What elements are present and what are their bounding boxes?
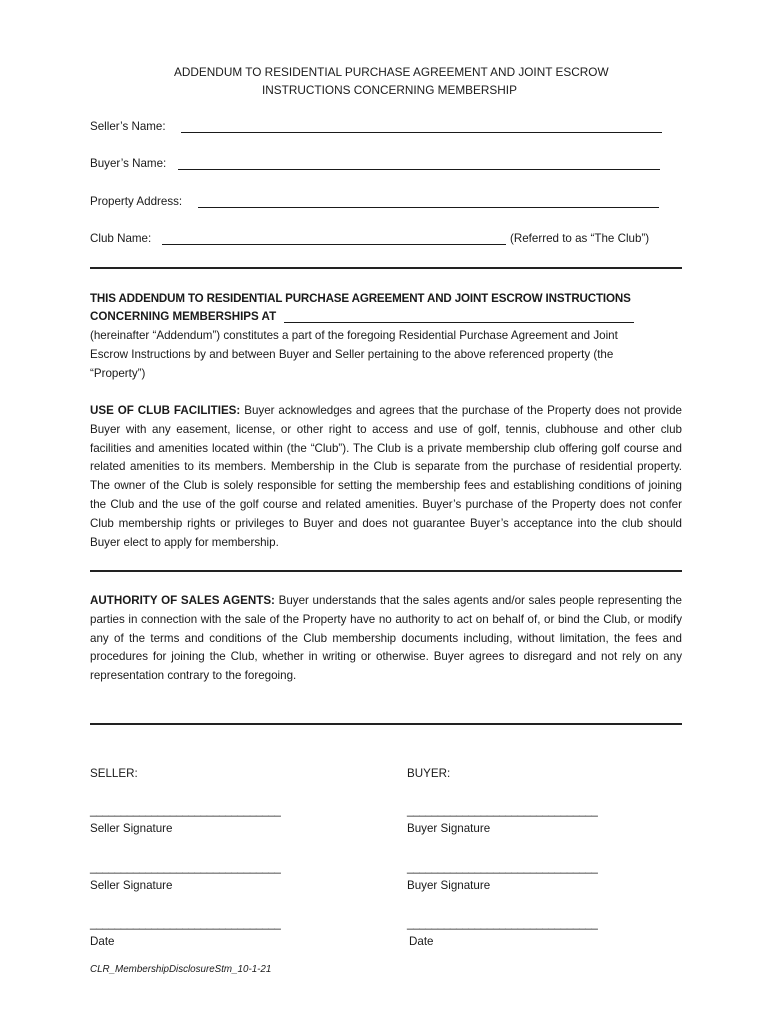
- document-title-line-1: ADDENDUM TO RESIDENTIAL PURCHASE AGREEMENT AND JOINT ESCROW: [174, 65, 609, 79]
- buyer-signature-label-2: Buyer Signature: [407, 879, 491, 892]
- form-footer-code: CLR_MembershipDisclosureStm_10-1-21: [90, 964, 272, 975]
- seller-signature-label-1: Seller Signature: [90, 822, 173, 835]
- section-divider: [90, 570, 682, 572]
- buyer-heading: BUYER:: [407, 767, 451, 780]
- memberships-at-field[interactable]: [284, 311, 634, 327]
- property-address-field[interactable]: [198, 196, 659, 212]
- section-divider: [90, 723, 682, 725]
- intro-text-line-3: (hereinafter “Addendum”) constitutes a part of the foregoing Residential Purchase Agreement and Joint: [90, 329, 618, 342]
- intro-heading-line-2: CONCERNING MEMBERSHIPS AT: [90, 310, 277, 323]
- club-facilities-paragraph: [90, 402, 682, 552]
- buyer-name-label: Buyer’s Name:: [90, 157, 167, 170]
- club-facilities-heading: USE OF CLUB FACILITIES:: [90, 404, 241, 417]
- seller-date-label: Date: [90, 935, 115, 948]
- club-name-label: Club Name:: [90, 232, 152, 245]
- document-title-line-2: INSTRUCTIONS CONCERNING MEMBERSHIP: [262, 83, 517, 97]
- sales-agents-paragraph: [90, 592, 682, 686]
- club-facilities-text: Buyer acknowledges and agrees that the purchase of the Property does not provide Buyer with any easement, license, or other right to access and use of golf, tennis, clubhouse and other club facilities and amenities located within (the “Club”). The Club is a private membership club offering golf course and related amenities to its members. Membership in the Club is separate from the purchase of residential property. The owner of the Club is solely responsible for setting the membership fees and establishing conditions of joining the Club and the use of the golf course and related amenities. Buyer’s purchase of the Property does not confer Club membership rights or privileges to Buyer and does not guarantee Buyer’s acceptance into the club should Buyer elect to apply for membership.: [90, 404, 682, 549]
- sales-agents-heading: AUTHORITY OF SALES AGENTS:: [90, 594, 275, 607]
- seller-heading: SELLER:: [90, 767, 138, 780]
- seller-signature-label-2: Seller Signature: [90, 879, 173, 892]
- buyer-signature-line-1[interactable]: _______________________________: [407, 804, 598, 817]
- intro-text-line-5: “Property”): [90, 367, 146, 380]
- intro-heading-line-1: THIS ADDENDUM TO RESIDENTIAL PURCHASE AGREEMENT AND JOINT ESCROW INSTRUCTIONS: [90, 292, 631, 305]
- buyer-date-line[interactable]: _______________________________: [407, 917, 598, 930]
- seller-signature-line-1[interactable]: _______________________________: [90, 804, 281, 817]
- section-divider: [90, 267, 682, 269]
- buyer-signature-label-1: Buyer Signature: [407, 822, 491, 835]
- sales-agents-text: Buyer understands that the sales agents and/or sales people representing the parties in connection with the sale of the Property have no authority to act on behalf of, or bind the Club, or modify any of the terms and conditions of the Club membership documents including, without limitation, the fees and procedures for joining the Club, whether in writing or otherwise. Buyer agrees to disregard and not rely on any representation contrary to the foregoing.: [90, 594, 682, 683]
- property-address-label: Property Address:: [90, 195, 183, 208]
- intro-text-line-4: Escrow Instructions by and between Buyer and Seller pertaining to the above referenced property (the: [90, 348, 614, 361]
- buyer-name-field[interactable]: [178, 158, 660, 174]
- buyer-date-label: Date: [409, 935, 434, 948]
- seller-signature-line-2[interactable]: _______________________________: [90, 861, 281, 874]
- buyer-signature-line-2[interactable]: _______________________________: [407, 861, 598, 874]
- seller-name-field[interactable]: [181, 121, 662, 137]
- seller-date-line[interactable]: _______________________________: [90, 917, 281, 930]
- club-referred-note: (Referred to as “The Club”): [510, 232, 650, 245]
- seller-name-label: Seller’s Name:: [90, 120, 166, 133]
- club-name-field[interactable]: [162, 233, 506, 249]
